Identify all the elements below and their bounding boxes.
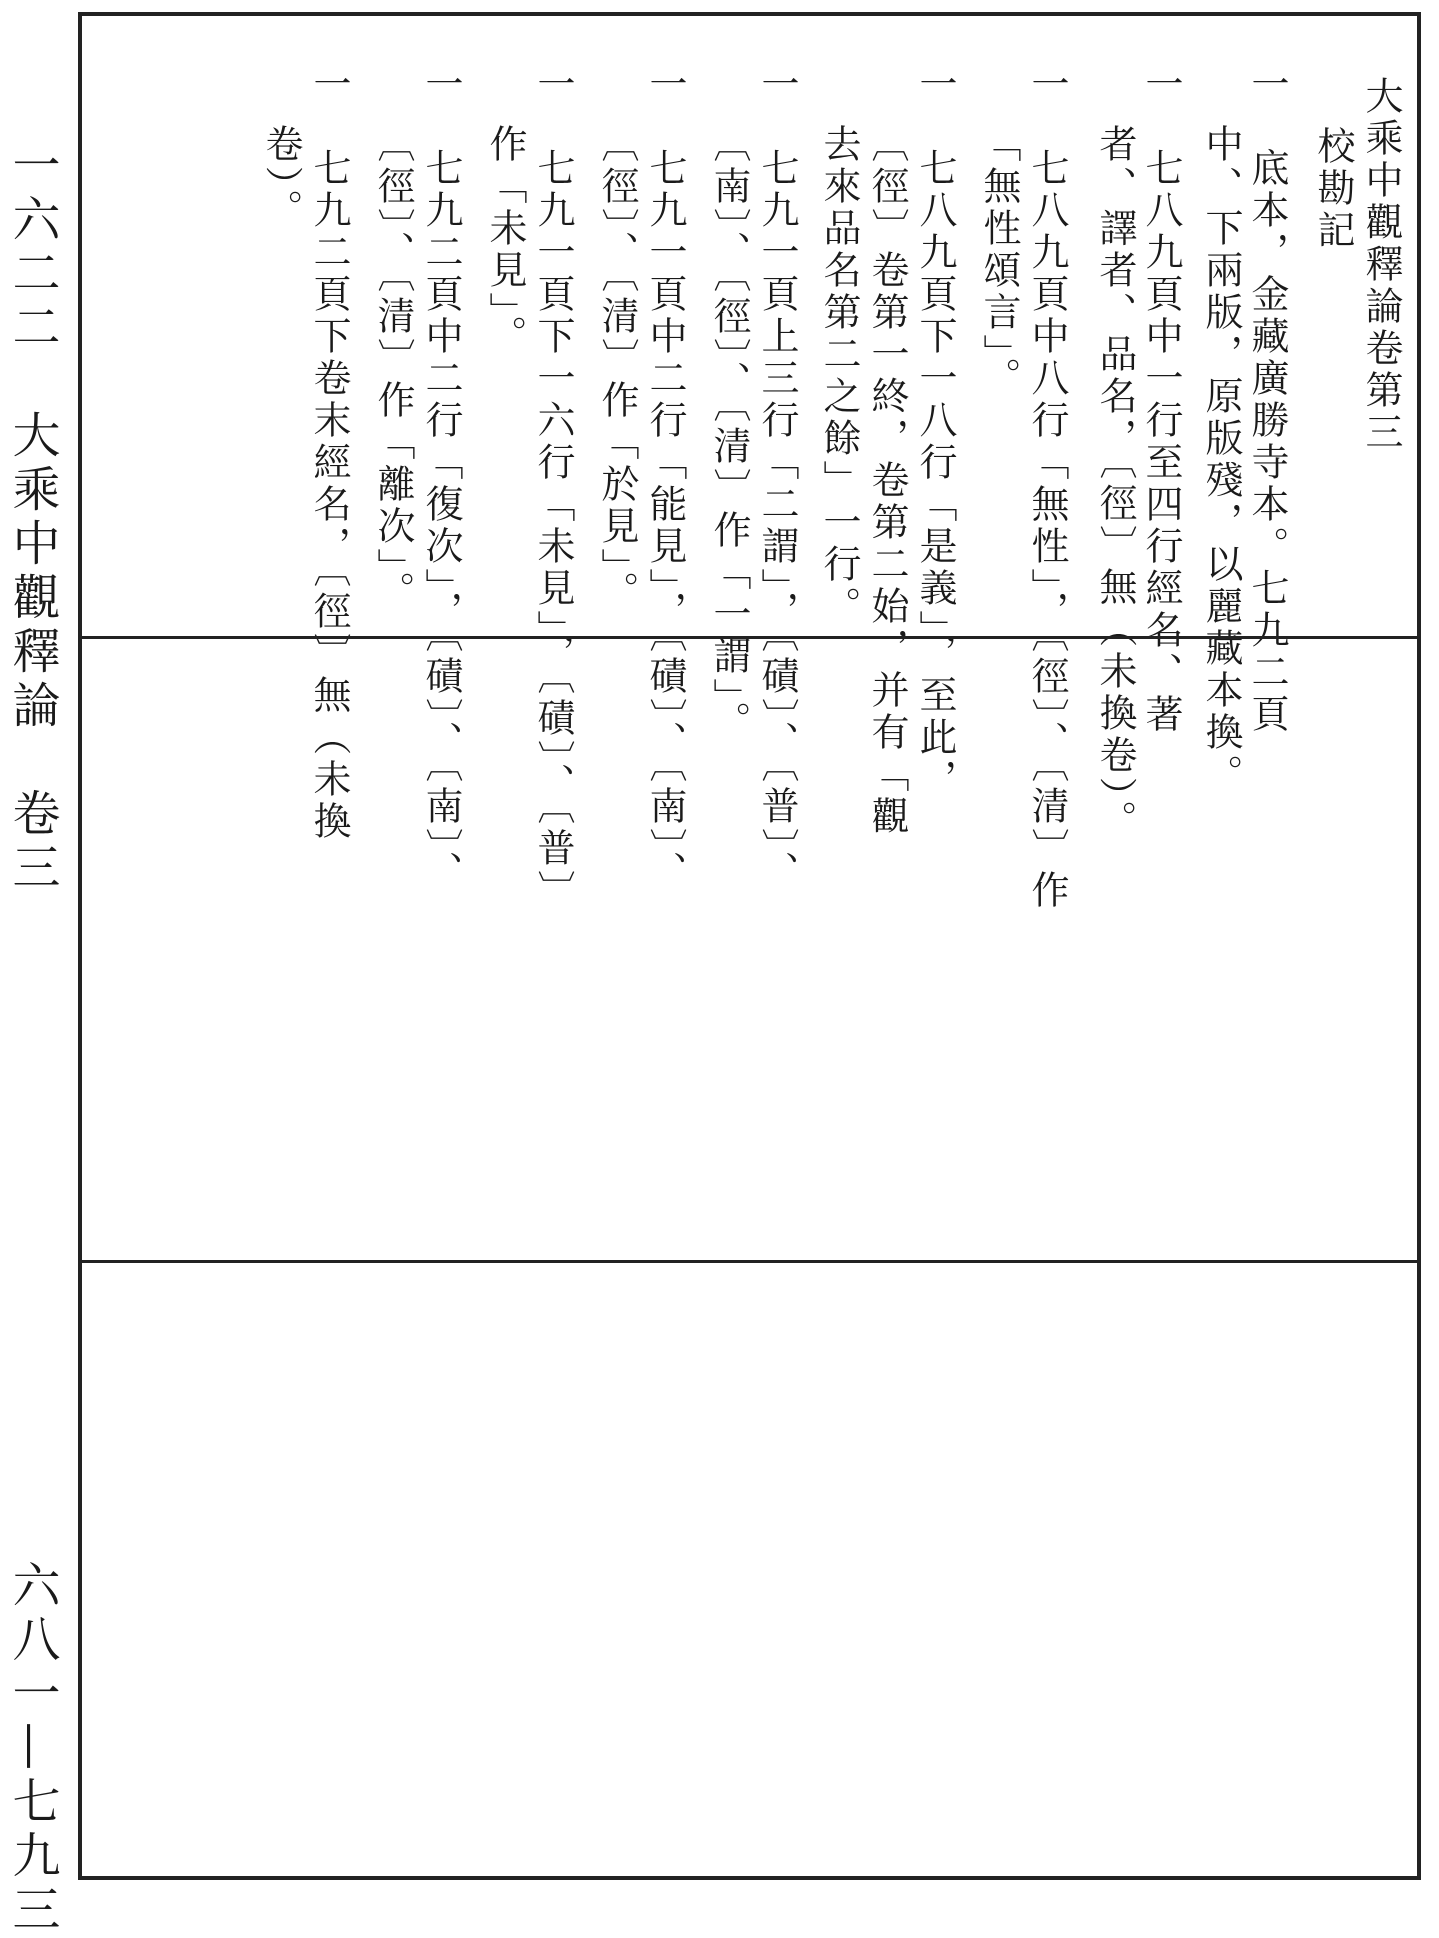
note-column: 一 七八九頁下一八行「是義」，至此，: [913, 64, 957, 801]
margin-page-number: 六八一—七九三: [4, 1560, 60, 1938]
note-column: 卷）。: [259, 124, 303, 231]
collation-notes-panel: [82, 16, 1417, 912]
panel-divider: [82, 1260, 1417, 1263]
note-column: 一 底本，金藏廣勝寺本。七九二頁: [1245, 64, 1289, 736]
note-column: 一 七九一頁中二行「能見」，〔磧〕、〔南〕、: [643, 64, 687, 893]
note-column: 〔徑〕、〔清〕作「離次」。: [371, 124, 415, 613]
note-column: 去來品名第二之餘」一行。: [817, 124, 861, 628]
note-column: 〔南〕、〔徑〕、〔清〕作「一謂」。: [707, 124, 751, 743]
note-column: 一 七九一頁上三行「二謂」，〔磧〕、〔普〕、: [755, 64, 799, 893]
margin-label-top: 一六二二 大乘中觀釋論 卷三: [4, 140, 60, 896]
note-column: 作「未見」。: [483, 124, 527, 357]
note-column: 中、下兩版，原版殘，以麗藏本換。: [1199, 124, 1243, 796]
note-column: 一 七九二頁下卷末經名，〔徑〕無（未換: [307, 64, 351, 843]
note-column: 〔徑〕、〔清〕作「於見」。: [595, 124, 639, 613]
note-column: 者、譯者、品名，〔徑〕無（未換卷）。: [1093, 124, 1137, 842]
note-column: 〔徑〕卷第一終，卷第二始，并有「觀: [865, 124, 909, 838]
note-column: 「無性頌言」。: [977, 124, 1021, 399]
note-column: 一 七八九頁中八行「無性」，〔徑〕、〔清〕作: [1025, 64, 1069, 912]
note-column: 一 七九一頁下一六行「未見」，〔磧〕、〔普〕: [531, 64, 575, 912]
page-frame: [78, 12, 1421, 1880]
panel-divider: [82, 636, 1417, 639]
document-subtitle: 校勘記: [1311, 126, 1355, 252]
note-column: 一 七八九頁中一行至四行經名、著: [1139, 64, 1183, 736]
note-column: 一 七九二頁中二行「復次」，〔磧〕、〔南〕、: [419, 64, 463, 893]
document-title: 大乘中觀釋論卷第三: [1359, 76, 1403, 454]
